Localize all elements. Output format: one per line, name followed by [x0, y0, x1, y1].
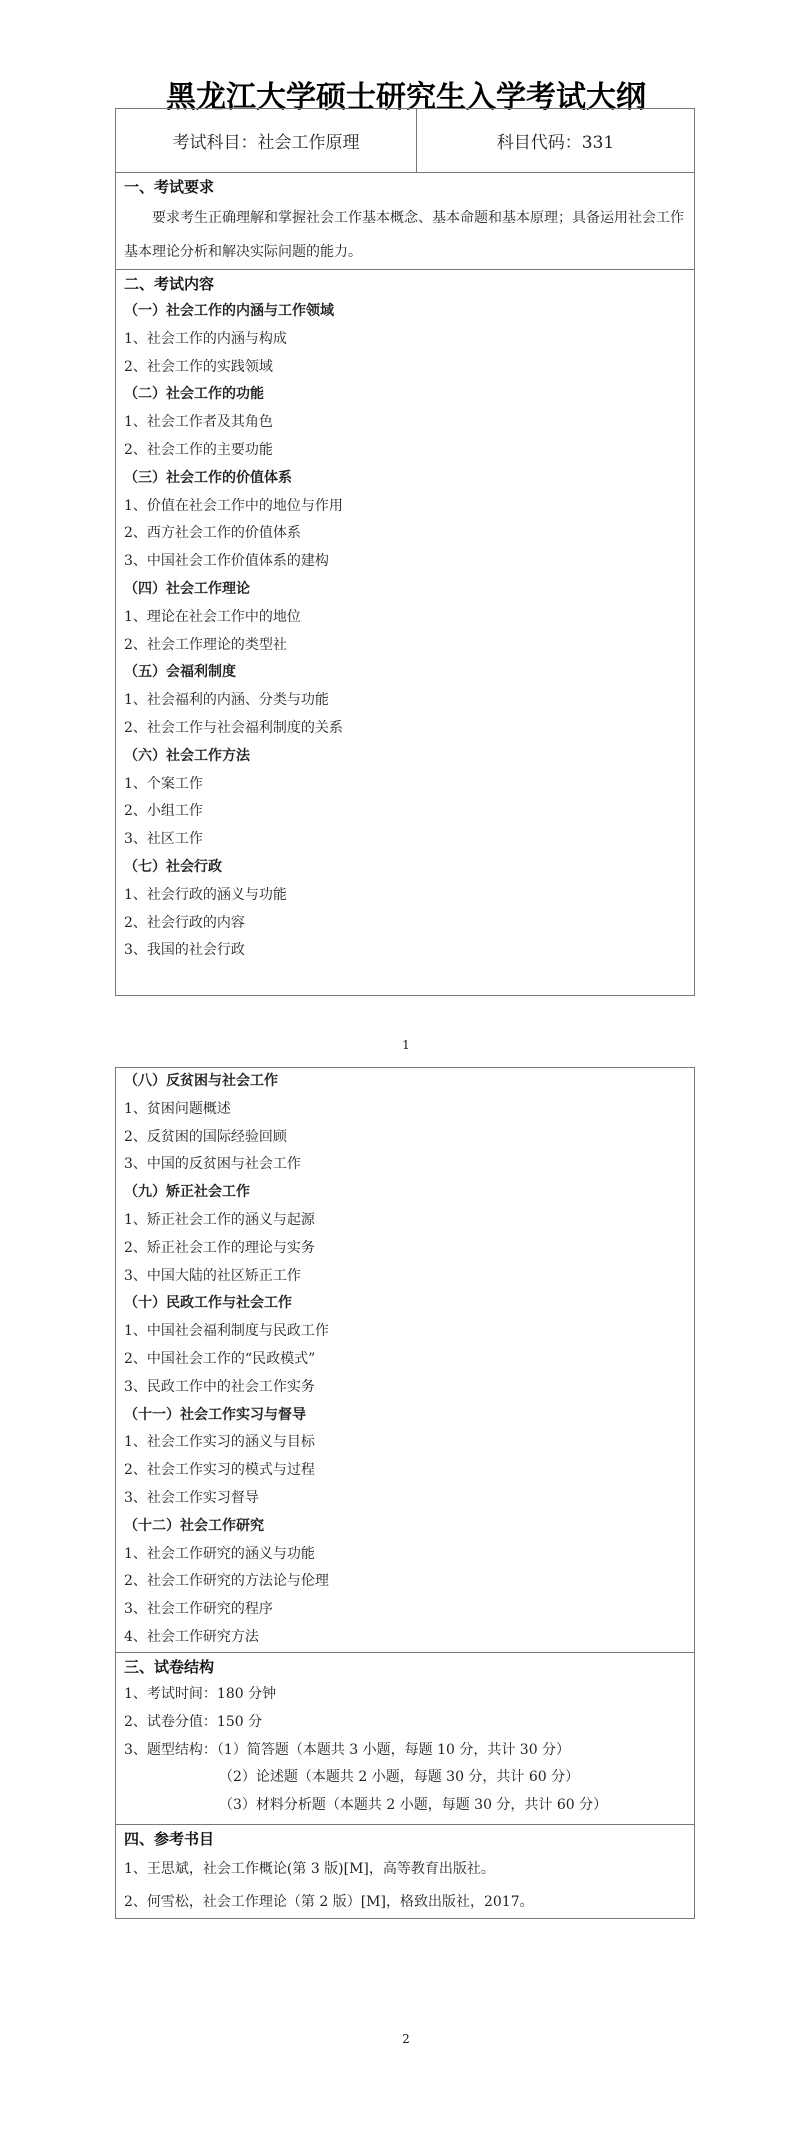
list-item: 1、个案工作: [124, 775, 203, 792]
subsection-heading: （三）社会工作的价值体系: [124, 469, 292, 486]
content-list: [124, 1068, 686, 1652]
subsection-heading: （九）矫正社会工作: [124, 1184, 250, 1201]
list-item: 2、中国社会工作的“民政模式”: [124, 1350, 316, 1367]
section-content: [116, 270, 694, 965]
subject-code: 科目代码：331: [496, 133, 615, 153]
subsection-heading: （六）社会工作方法: [124, 747, 250, 764]
list-item: 1、矫正社会工作的涵义与起源: [124, 1211, 315, 1228]
list-item: 1、社会工作实习的涵义与目标: [124, 1434, 315, 1451]
list-item: 2、反贫困的国际经验回顾: [124, 1128, 287, 1145]
section-heading: 二、考试内容: [124, 275, 215, 293]
list-item: 3、社会工作实习督导: [124, 1489, 259, 1506]
list-item: 1、理论在社会工作中的地位: [124, 608, 301, 625]
list-item: 2、西方社会工作的价值体系: [124, 525, 301, 542]
list-item: 3、社区工作: [124, 831, 203, 848]
section-heading: 四、参考书目: [124, 1830, 215, 1848]
list-item: （3）材料分析题（本题共 2 小题，每题 30 分，共计 60 分）: [219, 1797, 608, 1814]
reference-item: 1、王思斌，社会工作概论(第 3 版)[M]，高等教育出版社。: [124, 1861, 495, 1877]
subject-header: [116, 109, 694, 173]
list-item: 2、社会工作的主要功能: [124, 441, 273, 458]
subsection-heading: （七）社会行政: [124, 858, 222, 875]
list-item: 3、中国的反贫困与社会工作: [124, 1156, 301, 1173]
list-item: 3、我国的社会行政: [124, 942, 245, 959]
subsection-heading: （二）社会工作的功能: [124, 386, 264, 403]
list-item: 2、社会工作理论的类型社: [124, 636, 287, 653]
subsection-heading: （十）民政工作与社会工作: [124, 1295, 292, 1312]
list-item: 3、民政工作中的社会工作实务: [124, 1378, 315, 1395]
list-item: 2、社会行政的内容: [124, 914, 245, 931]
subsection-heading: （一）社会工作的内涵与工作领域: [124, 303, 334, 319]
list-item: 3、中国社会工作价值体系的建构: [124, 553, 329, 570]
list-item: 1、社会福利的内涵、分类与功能: [124, 692, 329, 709]
subsection-heading: （四）社会工作理论: [124, 580, 250, 597]
list-item: （2）论述题（本题共 2 小题，每题 30 分，共计 60 分）: [219, 1769, 580, 1786]
list-item: 2、试卷分值：150 分: [124, 1713, 263, 1730]
reference-item: 2、何雪松，社会工作理论（第 2 版）[M]，格致出版社，2017。: [124, 1894, 534, 1910]
list-item: 3、社会工作研究的程序: [124, 1601, 273, 1618]
list-item: 1、社会工作者及其角色: [124, 414, 273, 431]
section-content-continued: [116, 1068, 694, 1653]
list-item: 2、社会工作的实践领域: [124, 358, 273, 375]
requirements-text: 要求考生正确理解和掌握社会工作基本概念、基本命题和基本原理；具备运用社会工作基本理论分析和解决实际问题的能力。: [124, 210, 684, 260]
subject-name: 考试科目：社会工作原理: [116, 109, 417, 172]
list-item: 1、贫困问题概述: [124, 1100, 231, 1117]
page-number: 2: [402, 2032, 410, 2046]
list-item: 1、考试时间：180 分钟: [124, 1686, 277, 1702]
list-item: 2、小组工作: [124, 803, 203, 820]
section-references: [116, 1825, 694, 1919]
subsection-heading: （五）会福利制度: [124, 664, 236, 681]
list-item: 3、中国大陆的社区矫正工作: [124, 1267, 301, 1284]
list-item: 1、社会工作的内涵与构成: [124, 330, 287, 347]
list-item: 4、社会工作研究方法: [124, 1628, 259, 1645]
section-requirements: [116, 173, 694, 270]
syllabus-page-2: [115, 1067, 695, 1919]
page-number: 1: [402, 1038, 410, 1052]
list-item: 1、社会行政的涵义与功能: [124, 886, 287, 903]
list-item: 2、矫正社会工作的理论与实务: [124, 1239, 315, 1256]
subsection-heading: （十二）社会工作研究: [124, 1517, 264, 1534]
document-title: 黑龙江大学硕士研究生入学考试大纲: [166, 80, 646, 115]
list-item: 2、社会工作研究的方法论与伦理: [124, 1573, 329, 1590]
list-item: 2、社会工作与社会福利制度的关系: [124, 719, 343, 736]
list-item: 3、题型结构：（1）简答题（本题共 3 小题，每题 10 分，共计 30 分）: [124, 1741, 571, 1758]
list-item: 1、中国社会福利制度与民政工作: [124, 1323, 329, 1340]
subsection-heading: （十一）社会工作实习与督导: [124, 1406, 306, 1423]
list-item: 1、价值在社会工作中的地位与作用: [124, 497, 343, 514]
section-heading: 三、试卷结构: [124, 1658, 215, 1676]
list-item: 2、社会工作实习的模式与过程: [124, 1462, 315, 1479]
section-heading: 一、考试要求: [124, 178, 215, 196]
list-item: 1、社会工作研究的涵义与功能: [124, 1545, 315, 1562]
section-exam-structure: [116, 1653, 694, 1825]
subsection-heading: （八）反贫困与社会工作: [124, 1073, 278, 1089]
content-list: [124, 298, 686, 965]
syllabus-page-1: [115, 108, 695, 996]
